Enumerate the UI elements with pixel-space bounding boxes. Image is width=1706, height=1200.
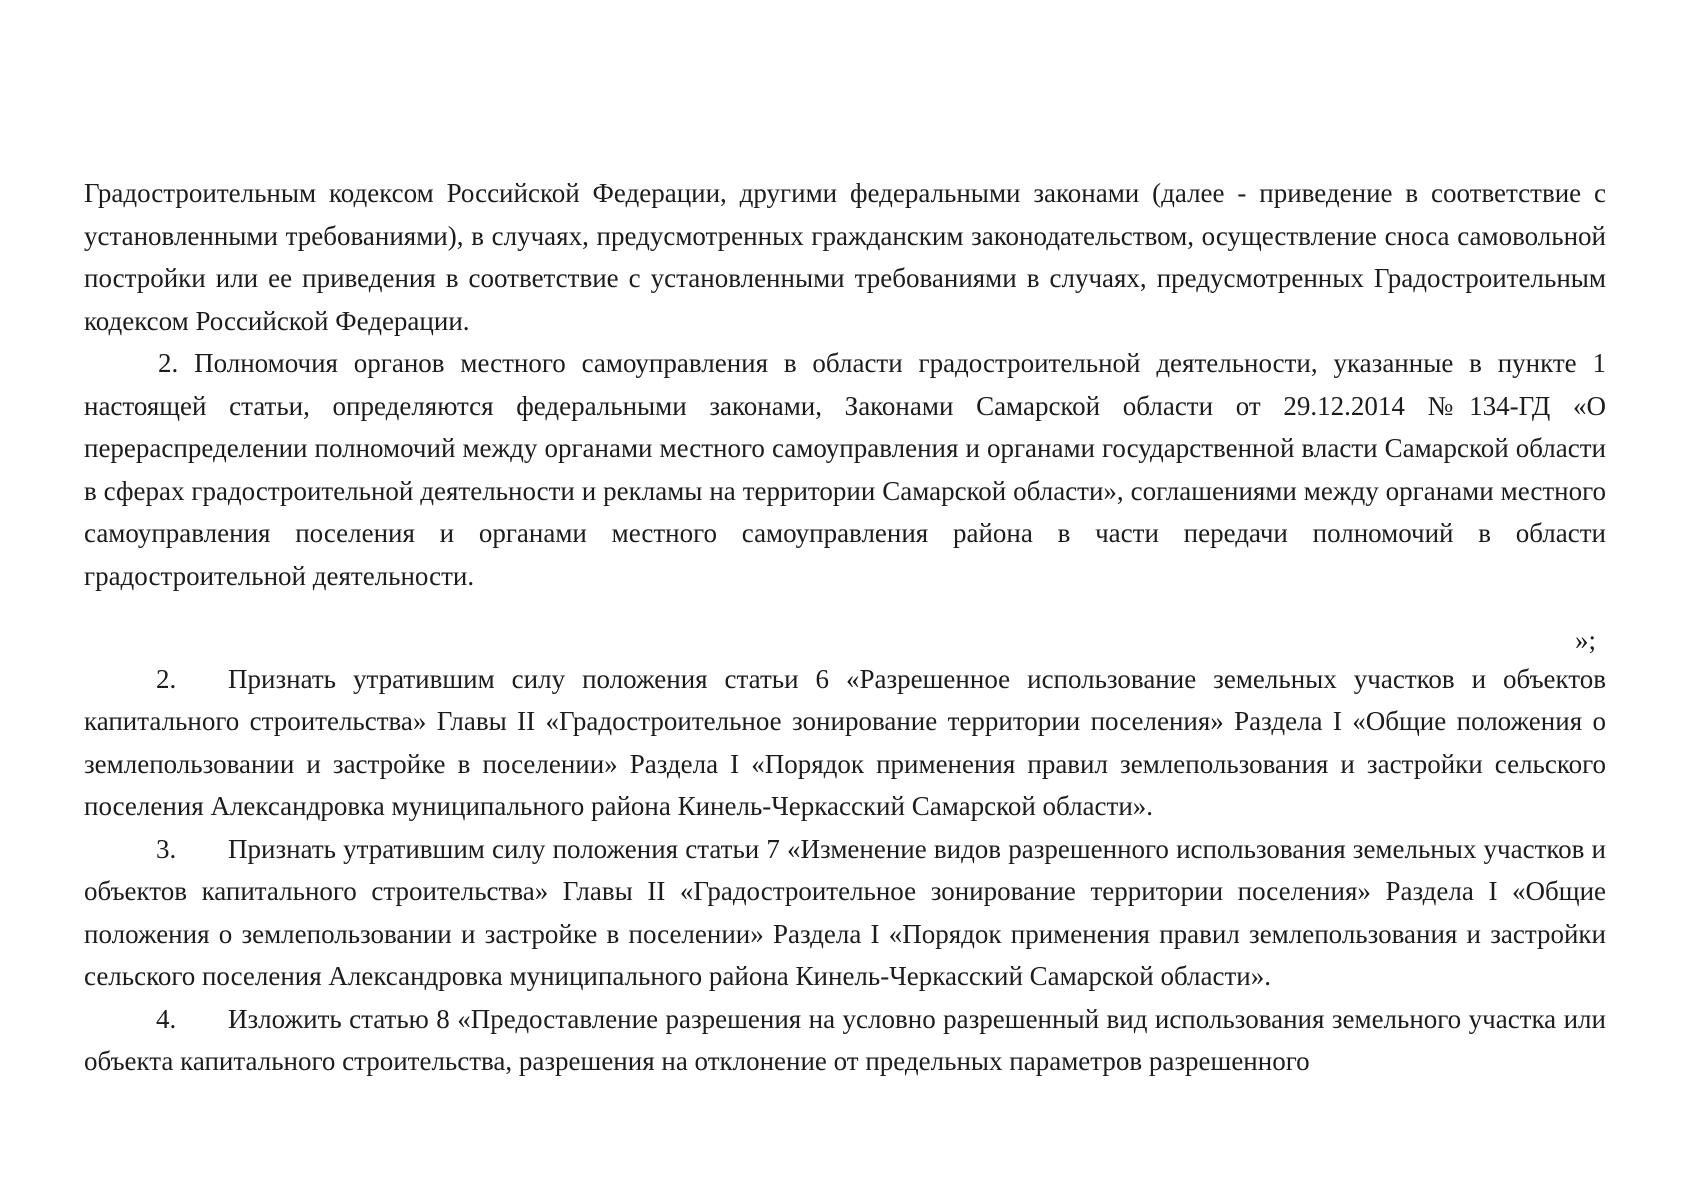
document-body — [84, 172, 1606, 1083]
list-item-number: 2. — [156, 663, 177, 694]
paragraph-clause-2: 2. Полномочия органов местного самоуправления в области градостроительной деятельности, указанные в пункте 1 настоящей статьи, определяются федеральными законами, Законами Самарской области от 29.12.2014 №134-ГД «О перераспределении полномочий между органами местного самоуправления и органами государственной власти Самарской области в сферах градостроительной деятельности и рекламы на территории Самарской области», соглашениями между органами местного самоуправления поселения и органами местного самоуправления района в части передачи полномочий в области градостроительной деятельности. — [84, 348, 1606, 591]
list-item-number: 3. — [156, 833, 177, 864]
paragraph-continuation: Градостроительным кодексом Российской Федерации, другими федеральными законами (далее - приведение в соответствие с установленными требованиями), в случаях, предусмотренных гражданским законодательством, осуществление сноса самовольной постройки или ее приведения в соответствие с установленными требованиями в случаях, предусмотренных Градостроительным кодексом Российской Федерации. — [84, 178, 1606, 336]
list-item-text: Признать утратившим силу положения статьи 7 «Изменение видов разрешенного использования земельных участков и объектов капитального строительства» Главы II «Градостроительное зонирование территории поселения» Раздела I «Общие положения о землепользовании и застройке в поселении» Раздела I «Порядок применения правил землепользования и застройки сельского поселения Александровка муниципального района Кинель-Черкасский Самарской области». — [84, 833, 1606, 991]
list-item-4 — [84, 998, 1606, 1083]
list-item-number: 4. — [156, 1003, 177, 1034]
list-item-3 — [84, 828, 1606, 998]
list-item-2 — [84, 658, 1606, 828]
closing-quote-mark: »; — [1574, 625, 1596, 655]
list-item-text: Признать утратившим силу положения статьи 6 «Разрешенное использование земельных участков и объектов капитального строительства» Главы II «Градостроительное зонирование территории поселения» Раздела I «Общие положения о землепользовании и застройке в поселении» Раздела I «Порядок применения правил землепользования и застройки сельского поселения Александровка муниципального района Кинель-Черкасский Самарской области». — [84, 663, 1606, 821]
list-item-text: Изложить статью 8 «Предоставление разрешения на условно разрешенный вид использования земельного участка или объекта капитального строительства, разрешения на отклонение от предельных параметров разрешенного — [84, 1003, 1606, 1076]
